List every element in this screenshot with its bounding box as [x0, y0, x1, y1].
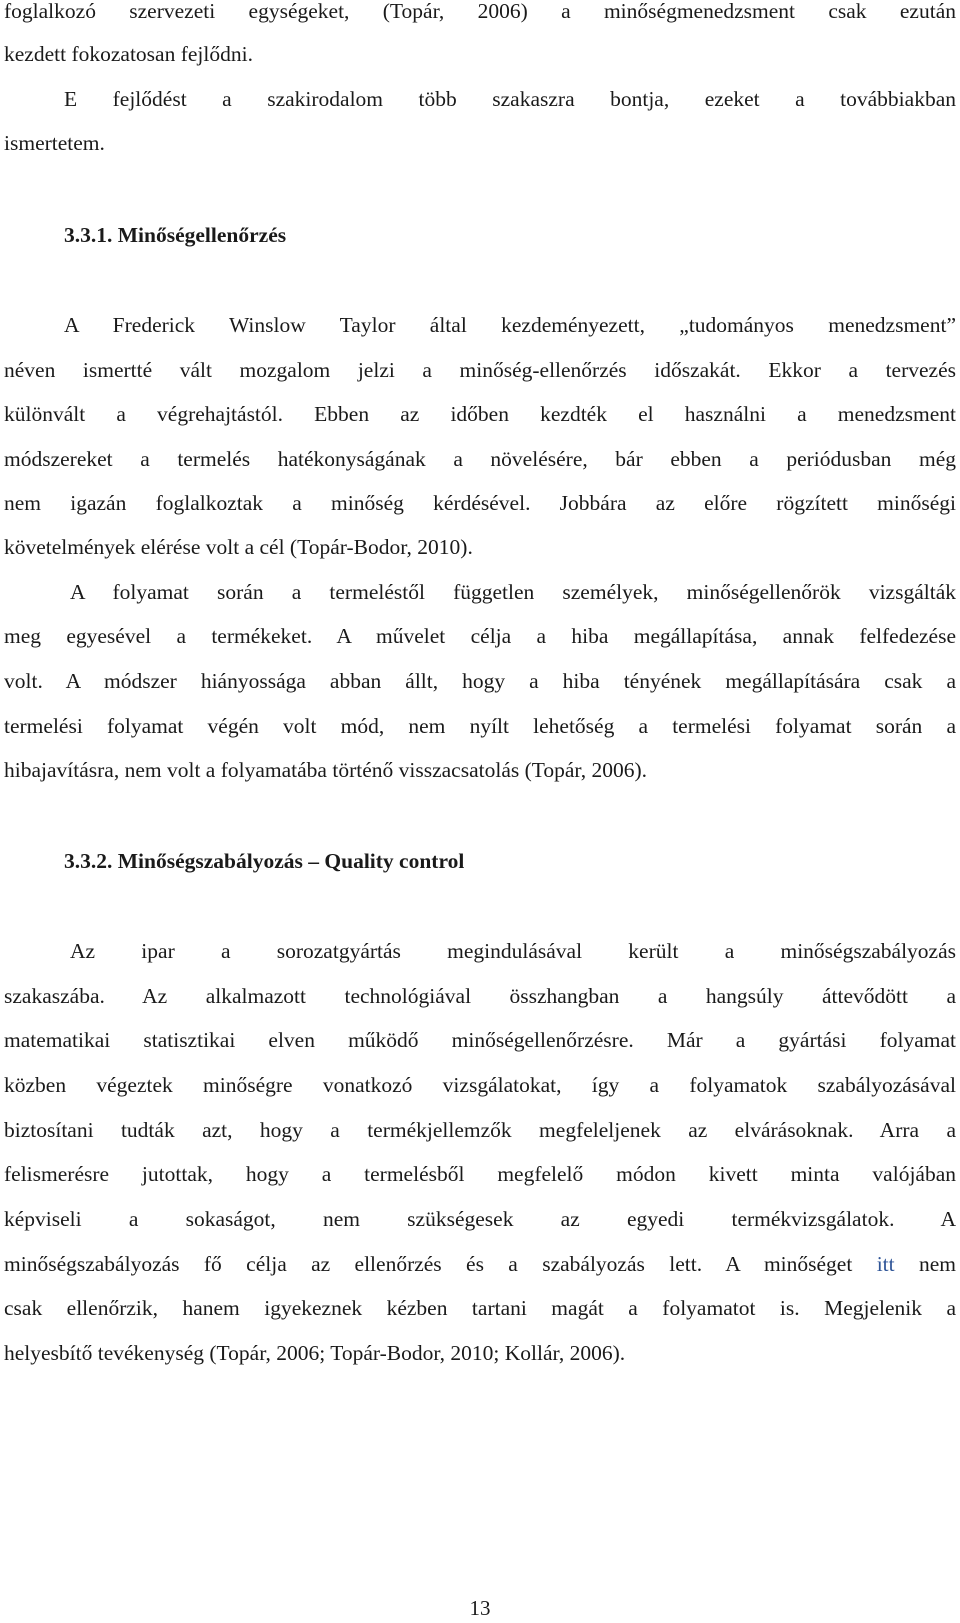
text-line: különvált a végrehajtástól. Ebben az időben kezdték el használni a menedzsment [4, 402, 956, 426]
text-line: foglalkozó szervezeti egységeket, (Topár, 2006) a minőségmenedzsment csak ezután [4, 0, 956, 23]
text-line: követelmények elérése volt a cél (Topár-Bodor, 2010). [4, 535, 473, 559]
text-line: felismerésre jutottak, hogy a termelésből megfelelő módon kivett minta valójában [4, 1162, 956, 1186]
section-heading-331: 3.3.1. Minőségellenőrzés [64, 223, 287, 247]
text-line: közben végeztek minőségre vonatkozó vizsgálatokat, így a folyamatok szabályozásával [4, 1073, 956, 1097]
text-line: helyesbítő tevékenység (Topár, 2006; Topár-Bodor, 2010; Kollár, 2006). [4, 1341, 626, 1365]
section-heading-332: 3.3.2. Minőségszabályozás – Quality control [64, 849, 465, 873]
text-line: szakaszába. Az alkalmazott technológiával összhangban a hangsúly áttevődött a [4, 984, 956, 1008]
text-line: módszereket a termelés hatékonyságának a növelésére, bár ebben a periódusban még [4, 447, 956, 471]
text-line: Az ipar a sorozatgyártás megindulásával került a minőségszabályozás [70, 939, 956, 963]
text-line: nem igazán foglalkoztak a minőség kérdésével. Jobbára az előre rögzített minőségi [4, 491, 956, 515]
text-line: A folyamat során a termeléstől független személyek, minőségellenőrök vizsgálták [70, 580, 956, 604]
text-line: matematikai statisztikai elven működő minőségellenőrzésre. Már a gyártási folyamat [4, 1028, 956, 1052]
text-segment: nem [894, 1252, 956, 1276]
text-line: meg egyesével a termékeket. A művelet célja a hiba megállapítása, annak felfedezése [4, 624, 956, 648]
text-segment: minőségszabályozás fő célja az ellenőrzés és a szabályozás lett. A minőséget [4, 1252, 877, 1276]
text-line-with-link [4, 1249, 956, 1279]
text-line: E fejlődést a szakirodalom több szakaszra bontja, ezeket a továbbiakban [64, 87, 956, 111]
text-line: volt. A módszer hiányossága abban állt, hogy a hiba tényének megállapítására csak a [4, 669, 956, 693]
text-line: ismertetem. [4, 131, 105, 155]
text-line: csak ellenőrzik, hanem igyekeznek kézben tartani magát a folyamatot is. Megjelenik a [4, 1296, 956, 1320]
text-line: termelési folyamat végén volt mód, nem nyílt lehetőség a termelési folyamat során a [4, 714, 956, 738]
text-line: képviseli a sokaságot, nem szükségesek az egyedi termékvizsgálatok. A [4, 1207, 956, 1231]
text-line: kezdett fokozatosan fejlődni. [4, 42, 253, 66]
text-line: biztosítani tudták azt, hogy a termékjellemzők megfeleljenek az elvárásoknak. Arra a [4, 1118, 956, 1142]
itt-link[interactable]: itt [876, 1252, 895, 1276]
text-line: néven ismertté vált mozgalom jelzi a minőség-ellenőrzés időszakát. Ekkor a tervezés [4, 358, 956, 382]
page-number: 13 [469, 1596, 491, 1620]
text-line: hibajavításra, nem volt a folyamatába történő visszacsatolás (Topár, 2006). [4, 758, 648, 782]
text-line: A Frederick Winslow Taylor által kezdeményezett, „tudományos menedzsment” [64, 313, 956, 337]
